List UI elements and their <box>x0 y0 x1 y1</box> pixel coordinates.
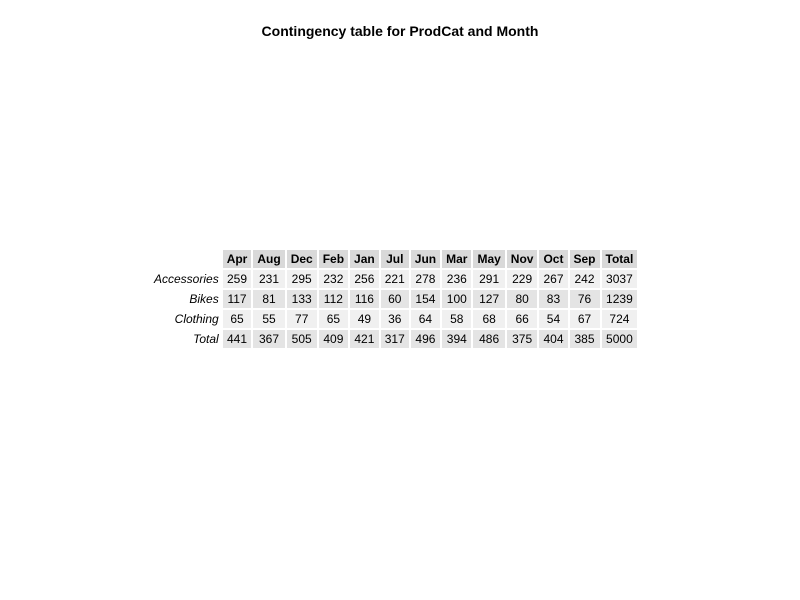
table-cell: 127 <box>473 290 504 308</box>
table-cell: 76 <box>570 290 600 308</box>
table-cell: 231 <box>253 270 284 288</box>
column-header-sep: Sep <box>570 250 600 268</box>
table-row-clothing <box>150 310 637 328</box>
table-cell: 3037 <box>602 270 638 288</box>
contingency-table <box>148 248 639 350</box>
column-header-total: Total <box>602 250 638 268</box>
row-header-clothing: Clothing <box>174 312 219 326</box>
table-cell: 505 <box>287 330 317 348</box>
table-cell: 259 <box>223 270 252 288</box>
column-header-mar: Mar <box>442 250 471 268</box>
row-header-total: Total <box>193 332 219 346</box>
table-cell: 81 <box>253 290 284 308</box>
table-cell: 55 <box>253 310 284 328</box>
table-cell: 267 <box>539 270 567 288</box>
table-cell: 5000 <box>602 330 638 348</box>
table-cell: 49 <box>350 310 379 328</box>
table-row-accessories <box>150 270 637 288</box>
table-cell: 229 <box>507 270 538 288</box>
table-cell: 291 <box>473 270 504 288</box>
chart-title: Contingency table for ProdCat and Month <box>261 23 539 39</box>
table-row-bikes <box>150 290 637 308</box>
table-cell: 486 <box>473 330 504 348</box>
table-cell: 409 <box>319 330 348 348</box>
row-header-bikes: Bikes <box>189 292 219 306</box>
table-cell: 154 <box>411 290 440 308</box>
table-cell: 65 <box>223 310 252 328</box>
table-cell: 421 <box>350 330 379 348</box>
column-header-may: May <box>473 250 504 268</box>
corner-cell <box>150 250 221 268</box>
table-cell: 67 <box>570 310 600 328</box>
column-header-feb: Feb <box>319 250 348 268</box>
table-cell: 394 <box>442 330 471 348</box>
column-header-jun: Jun <box>411 250 440 268</box>
table-cell: 116 <box>350 290 379 308</box>
table-cell: 441 <box>223 330 252 348</box>
column-header-jan: Jan <box>350 250 379 268</box>
column-header-oct: Oct <box>539 250 567 268</box>
table-cell: 58 <box>442 310 471 328</box>
table-cell: 66 <box>507 310 538 328</box>
table-row-total <box>150 330 637 348</box>
table-cell: 375 <box>507 330 538 348</box>
table-cell: 133 <box>287 290 317 308</box>
table-cell: 65 <box>319 310 348 328</box>
table-cell: 80 <box>507 290 538 308</box>
table-cell: 232 <box>319 270 348 288</box>
column-header-aug: Aug <box>253 250 284 268</box>
table-cell: 236 <box>442 270 471 288</box>
table-cell: 100 <box>442 290 471 308</box>
column-header-dec: Dec <box>287 250 317 268</box>
table-cell: 36 <box>381 310 409 328</box>
table-cell: 68 <box>473 310 504 328</box>
header-row <box>150 250 637 268</box>
table-cell: 278 <box>411 270 440 288</box>
table-cell: 60 <box>381 290 409 308</box>
table-cell: 64 <box>411 310 440 328</box>
column-header-nov: Nov <box>507 250 538 268</box>
table-cell: 404 <box>539 330 567 348</box>
table-cell: 221 <box>381 270 409 288</box>
table-cell: 83 <box>539 290 567 308</box>
table-cell: 117 <box>223 290 252 308</box>
table-cell: 112 <box>319 290 348 308</box>
table-cell: 77 <box>287 310 317 328</box>
table-cell: 385 <box>570 330 600 348</box>
table-cell: 295 <box>287 270 317 288</box>
table-cell: 496 <box>411 330 440 348</box>
table-cell: 317 <box>381 330 409 348</box>
table-cell: 367 <box>253 330 284 348</box>
table-body <box>150 270 637 348</box>
column-header-apr: Apr <box>223 250 252 268</box>
table-cell: 256 <box>350 270 379 288</box>
table-cell: 724 <box>602 310 638 328</box>
table-cell: 54 <box>539 310 567 328</box>
table-cell: 1239 <box>602 290 638 308</box>
column-header-jul: Jul <box>381 250 409 268</box>
row-header-accessories: Accessories <box>154 272 219 286</box>
table-cell: 242 <box>570 270 600 288</box>
